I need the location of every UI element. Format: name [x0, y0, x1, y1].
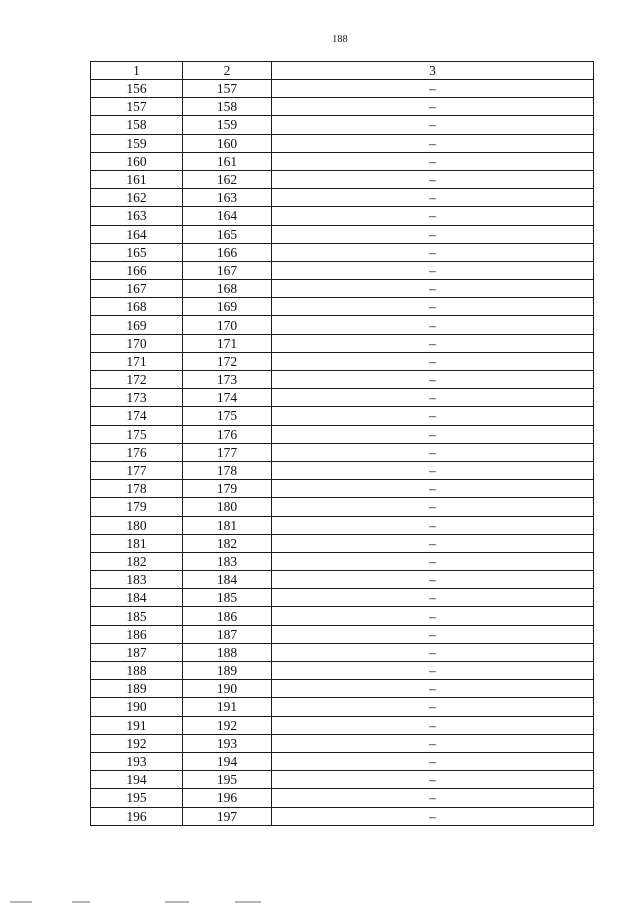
cell-col-3: – — [272, 243, 594, 261]
cell-col-1: 157 — [91, 98, 183, 116]
table-row — [91, 534, 594, 552]
table-row — [91, 480, 594, 498]
table-row — [91, 807, 594, 825]
cell-col-2: 196 — [183, 789, 272, 807]
cell-col-1: 163 — [91, 207, 183, 225]
cell-col-2: 188 — [183, 643, 272, 661]
cell-col-3: – — [272, 261, 594, 279]
cell-col-2: 187 — [183, 625, 272, 643]
cell-col-2: 171 — [183, 334, 272, 352]
cell-col-3: – — [272, 334, 594, 352]
table-row — [91, 589, 594, 607]
cell-col-2: 192 — [183, 716, 272, 734]
cell-col-1: 162 — [91, 189, 183, 207]
cell-col-2: 178 — [183, 461, 272, 479]
cell-col-1: 179 — [91, 498, 183, 516]
cell-col-3: – — [272, 752, 594, 770]
cell-col-2: 168 — [183, 280, 272, 298]
table-row — [91, 371, 594, 389]
cell-col-3: – — [272, 662, 594, 680]
table-row — [91, 552, 594, 570]
table-row — [91, 280, 594, 298]
cell-col-1: 156 — [91, 80, 183, 98]
table-row — [91, 243, 594, 261]
table-row — [91, 207, 594, 225]
footer-mark — [72, 901, 90, 903]
table-header-row — [91, 62, 594, 80]
table-row — [91, 425, 594, 443]
cell-col-1: 165 — [91, 243, 183, 261]
table-row — [91, 625, 594, 643]
cell-col-1: 175 — [91, 425, 183, 443]
cell-col-1: 187 — [91, 643, 183, 661]
cell-col-1: 182 — [91, 552, 183, 570]
cell-col-2: 166 — [183, 243, 272, 261]
cell-col-3: – — [272, 98, 594, 116]
table-row — [91, 152, 594, 170]
cell-col-2: 185 — [183, 589, 272, 607]
cell-col-2: 160 — [183, 134, 272, 152]
cell-col-3: – — [272, 407, 594, 425]
cell-col-3: – — [272, 716, 594, 734]
cell-col-2: 170 — [183, 316, 272, 334]
table-row — [91, 461, 594, 479]
table-row — [91, 352, 594, 370]
cell-col-2: 186 — [183, 607, 272, 625]
table-row — [91, 170, 594, 188]
cell-col-3: – — [272, 316, 594, 334]
table-row — [91, 316, 594, 334]
cell-col-3: – — [272, 589, 594, 607]
cell-col-2: 184 — [183, 571, 272, 589]
cell-col-1: 181 — [91, 534, 183, 552]
cell-col-1: 168 — [91, 298, 183, 316]
cell-col-2: 159 — [183, 116, 272, 134]
cell-col-1: 193 — [91, 752, 183, 770]
cell-col-3: – — [272, 207, 594, 225]
cell-col-3: – — [272, 789, 594, 807]
table-row — [91, 680, 594, 698]
cell-col-2: 195 — [183, 771, 272, 789]
cell-col-2: 191 — [183, 698, 272, 716]
cell-col-3: – — [272, 443, 594, 461]
cell-col-1: 166 — [91, 261, 183, 279]
cell-col-2: 197 — [183, 807, 272, 825]
cell-col-2: 157 — [183, 80, 272, 98]
cell-col-2: 176 — [183, 425, 272, 443]
table-row — [91, 443, 594, 461]
table-row — [91, 98, 594, 116]
cell-col-1: 169 — [91, 316, 183, 334]
cell-col-3: – — [272, 225, 594, 243]
cell-col-1: 189 — [91, 680, 183, 698]
cell-col-1: 183 — [91, 571, 183, 589]
table-row — [91, 389, 594, 407]
cell-col-3: – — [272, 480, 594, 498]
table-body — [91, 80, 594, 826]
cell-col-1: 164 — [91, 225, 183, 243]
cell-col-1: 177 — [91, 461, 183, 479]
column-header-2: 2 — [183, 62, 272, 80]
cell-col-1: 180 — [91, 516, 183, 534]
cell-col-3: – — [272, 389, 594, 407]
cell-col-2: 172 — [183, 352, 272, 370]
cell-col-3: – — [272, 80, 594, 98]
column-header-1: 1 — [91, 62, 183, 80]
cell-col-2: 182 — [183, 534, 272, 552]
cell-col-2: 158 — [183, 98, 272, 116]
cell-col-3: – — [272, 807, 594, 825]
cell-col-3: – — [272, 571, 594, 589]
table-row — [91, 261, 594, 279]
cell-col-2: 177 — [183, 443, 272, 461]
table-row — [91, 298, 594, 316]
cell-col-2: 194 — [183, 752, 272, 770]
cell-col-2: 183 — [183, 552, 272, 570]
cell-col-2: 180 — [183, 498, 272, 516]
cell-col-1: 195 — [91, 789, 183, 807]
cell-col-2: 173 — [183, 371, 272, 389]
cell-col-1: 174 — [91, 407, 183, 425]
table-row — [91, 771, 594, 789]
cell-col-1: 178 — [91, 480, 183, 498]
cell-col-3: – — [272, 734, 594, 752]
cell-col-1: 185 — [91, 607, 183, 625]
cell-col-3: – — [272, 189, 594, 207]
cell-col-1: 190 — [91, 698, 183, 716]
table-row — [91, 734, 594, 752]
table-row — [91, 407, 594, 425]
table-row — [91, 516, 594, 534]
cell-col-1: 196 — [91, 807, 183, 825]
cell-col-3: – — [272, 643, 594, 661]
footer-mark — [165, 901, 189, 903]
cell-col-1: 173 — [91, 389, 183, 407]
cell-col-3: – — [272, 298, 594, 316]
cell-col-3: – — [272, 771, 594, 789]
cell-col-1: 170 — [91, 334, 183, 352]
cell-col-3: – — [272, 116, 594, 134]
cell-col-1: 176 — [91, 443, 183, 461]
cell-col-1: 160 — [91, 152, 183, 170]
cell-col-3: – — [272, 625, 594, 643]
cell-col-1: 161 — [91, 170, 183, 188]
footer-mark — [10, 901, 32, 903]
cell-col-2: 179 — [183, 480, 272, 498]
cell-col-1: 191 — [91, 716, 183, 734]
cell-col-3: – — [272, 352, 594, 370]
cell-col-2: 165 — [183, 225, 272, 243]
footer-mark — [235, 901, 261, 903]
cell-col-2: 189 — [183, 662, 272, 680]
cell-col-2: 167 — [183, 261, 272, 279]
cell-col-2: 190 — [183, 680, 272, 698]
cell-col-1: 172 — [91, 371, 183, 389]
cell-col-1: 167 — [91, 280, 183, 298]
cell-col-3: – — [272, 425, 594, 443]
table-row — [91, 225, 594, 243]
cell-col-1: 194 — [91, 771, 183, 789]
cell-col-3: – — [272, 680, 594, 698]
cell-col-3: – — [272, 280, 594, 298]
page-number: 188 — [332, 34, 348, 45]
table-row — [91, 698, 594, 716]
table-row — [91, 80, 594, 98]
cell-col-3: – — [272, 152, 594, 170]
cell-col-3: – — [272, 461, 594, 479]
cell-col-1: 159 — [91, 134, 183, 152]
cell-col-3: – — [272, 498, 594, 516]
data-table — [90, 61, 594, 826]
table-row — [91, 498, 594, 516]
cell-col-2: 164 — [183, 207, 272, 225]
column-header-3: 3 — [272, 62, 594, 80]
cell-col-3: – — [272, 552, 594, 570]
cell-col-3: – — [272, 371, 594, 389]
cell-col-3: – — [272, 534, 594, 552]
cell-col-1: 184 — [91, 589, 183, 607]
cell-col-1: 171 — [91, 352, 183, 370]
cell-col-3: – — [272, 698, 594, 716]
cell-col-2: 163 — [183, 189, 272, 207]
cell-col-1: 192 — [91, 734, 183, 752]
table-row — [91, 662, 594, 680]
table-row — [91, 643, 594, 661]
table-row — [91, 571, 594, 589]
cell-col-3: – — [272, 516, 594, 534]
table-row — [91, 607, 594, 625]
cell-col-3: – — [272, 607, 594, 625]
cell-col-1: 158 — [91, 116, 183, 134]
table-row — [91, 789, 594, 807]
cell-col-3: – — [272, 134, 594, 152]
table-row — [91, 134, 594, 152]
table-row — [91, 189, 594, 207]
cell-col-3: – — [272, 170, 594, 188]
table-row — [91, 752, 594, 770]
table-row — [91, 716, 594, 734]
cell-col-2: 175 — [183, 407, 272, 425]
cell-col-1: 188 — [91, 662, 183, 680]
cell-col-2: 193 — [183, 734, 272, 752]
cell-col-2: 169 — [183, 298, 272, 316]
table-row — [91, 334, 594, 352]
cell-col-2: 162 — [183, 170, 272, 188]
footer-scan-marks — [0, 899, 640, 905]
cell-col-2: 181 — [183, 516, 272, 534]
cell-col-1: 186 — [91, 625, 183, 643]
table-row — [91, 116, 594, 134]
cell-col-2: 174 — [183, 389, 272, 407]
cell-col-2: 161 — [183, 152, 272, 170]
